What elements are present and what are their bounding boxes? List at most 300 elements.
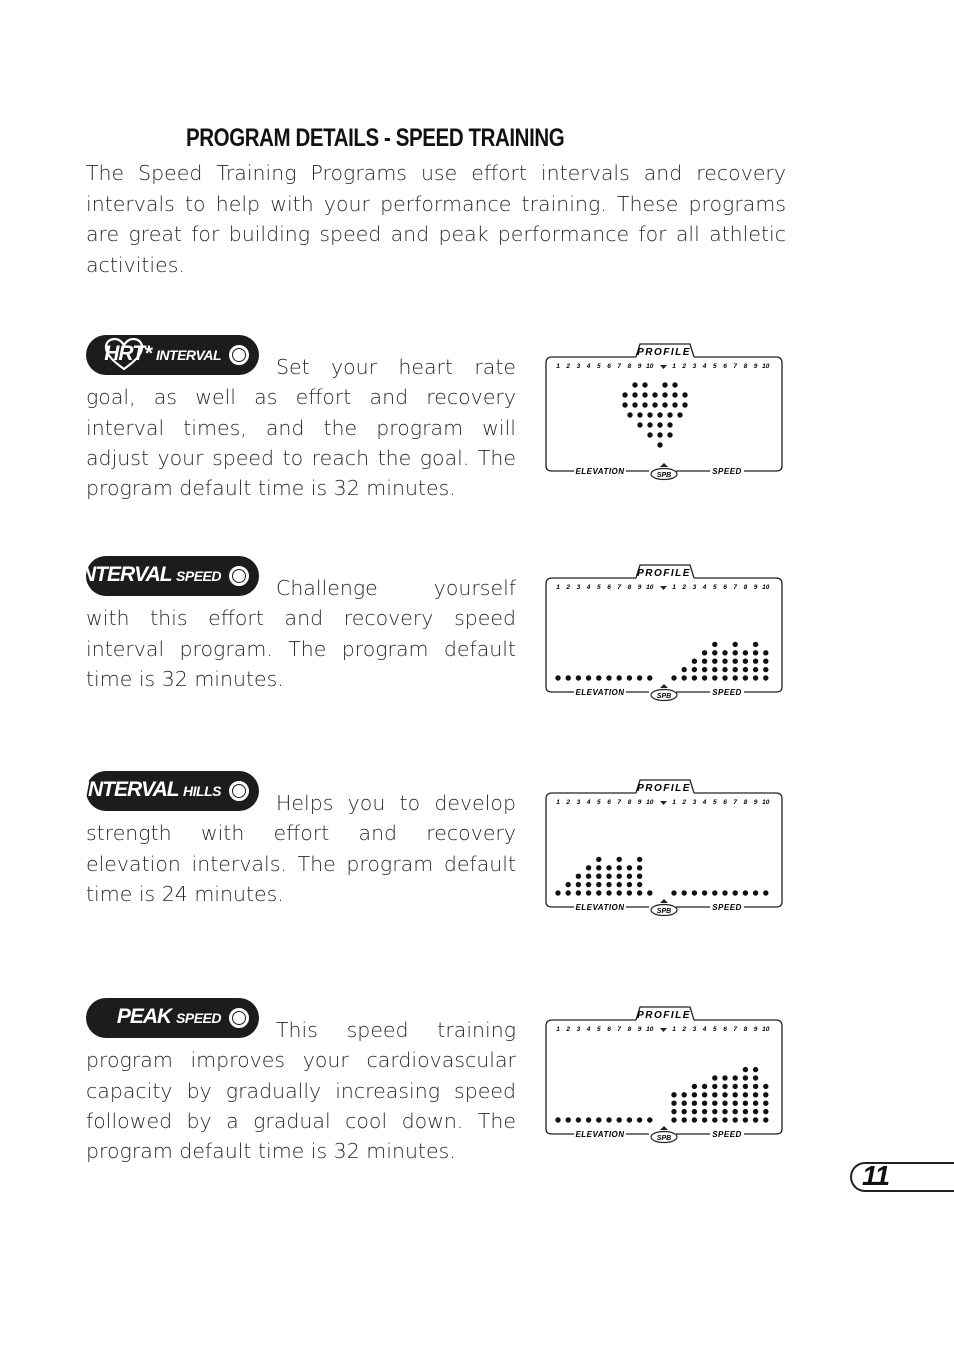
elevation-dot [617, 882, 622, 887]
speed-dot [692, 1117, 697, 1122]
scale-label-speed: 10 [762, 584, 770, 591]
speed-dot [702, 1092, 707, 1097]
speed-dot [702, 667, 707, 672]
scale-label-speed: 1 [672, 1026, 676, 1033]
scale-label-speed: 8 [743, 1026, 748, 1033]
scale-label-elevation: 2 [566, 799, 571, 806]
scale-label-elevation: 4 [586, 584, 591, 591]
speed-dot [763, 1109, 768, 1114]
heart-dot [662, 402, 667, 407]
speed-label: SPEED [712, 903, 742, 912]
speed-dot [753, 1092, 758, 1097]
speed-dot [733, 1117, 738, 1122]
scale-label-elevation: 1 [556, 584, 560, 591]
elevation-dot [596, 1117, 601, 1122]
scale-label-speed: 6 [723, 363, 727, 370]
heart-dot [667, 432, 672, 437]
speed-dot [692, 675, 697, 680]
divider-arrow-icon [660, 801, 667, 805]
speed-dot [671, 890, 676, 895]
heart-dot [662, 392, 667, 397]
elevation-dot [566, 882, 571, 887]
scale-label-speed: 4 [702, 799, 707, 806]
speed-dot [712, 1101, 717, 1106]
elevation-dot [586, 882, 591, 887]
speed-dot [671, 675, 676, 680]
elevation-dot [627, 865, 632, 870]
elevation-label: ELEVATION [575, 1130, 625, 1139]
heart-dot [647, 412, 652, 417]
elevation-label: ELEVATION [575, 903, 625, 912]
speed-dot [722, 1084, 727, 1089]
scale-label-elevation: 4 [586, 363, 591, 370]
heart-dot [652, 402, 657, 407]
speed-dot [702, 675, 707, 680]
speed-dot [712, 1075, 717, 1080]
speed-dot [712, 1092, 717, 1097]
scale-label-speed: 1 [672, 584, 676, 591]
program-description: Challenge yourself with this effort and recovery speed interval program. The program default time is 32 minutes. [86, 576, 516, 691]
heart-dot [652, 392, 657, 397]
speed-dot [722, 1109, 727, 1114]
scale-label-elevation: 9 [637, 363, 642, 370]
profile-label: PROFILE [637, 568, 691, 579]
speed-dot [682, 675, 687, 680]
badge-sub-label: SPEED [176, 1010, 221, 1026]
speed-dot [712, 650, 717, 655]
speed-dot [743, 1067, 748, 1072]
elevation-dot [596, 865, 601, 870]
scale-label-speed: 5 [712, 584, 717, 591]
badge-main-label: HRT* [104, 342, 152, 365]
elevation-dot [637, 890, 642, 895]
display-frame [546, 578, 782, 692]
scale-label-elevation: 6 [607, 1026, 611, 1033]
scale-label-elevation: 3 [576, 1026, 581, 1033]
speed-dot [763, 667, 768, 672]
speed-label: SPEED [712, 467, 742, 476]
speed-dot [743, 1109, 748, 1114]
spb-logo-text: SPB [656, 693, 672, 700]
scale-label-speed: 8 [743, 799, 748, 806]
speed-dot [712, 659, 717, 664]
heart-dot [632, 382, 637, 387]
scale-label-elevation: 10 [646, 1026, 654, 1033]
profile-label: PROFILE [637, 783, 691, 794]
scale-label-elevation: 10 [646, 584, 654, 591]
speed-dot [682, 1117, 687, 1122]
scale-label-speed: 2 [682, 363, 687, 370]
speed-dot [712, 890, 717, 895]
speed-dot [682, 890, 687, 895]
speed-dot [682, 1109, 687, 1114]
speed-dot [733, 642, 738, 647]
speed-dot [753, 1109, 758, 1114]
scale-label-elevation: 8 [627, 799, 632, 806]
speed-label: SPEED [712, 688, 742, 697]
speed-dot [733, 1101, 738, 1106]
heart-dot [682, 402, 687, 407]
heart-dot [657, 412, 662, 417]
scale-label-elevation: 4 [586, 1026, 591, 1033]
elevation-dot [566, 1117, 571, 1122]
elevation-dot [637, 675, 642, 680]
heart-dot [657, 442, 662, 447]
elevation-dot [576, 882, 581, 887]
page-heading: PROGRAM DETAILS - SPEED TRAINING [186, 124, 565, 152]
speed-dot [712, 1109, 717, 1114]
scale-label-speed: 4 [702, 363, 707, 370]
logo-arrow-icon [660, 684, 668, 688]
elevation-dot [617, 874, 622, 879]
spb-logo-text: SPB [656, 908, 672, 915]
speed-dot [763, 1117, 768, 1122]
scale-label-speed: 3 [692, 1026, 697, 1033]
scale-label-speed: 10 [762, 1026, 770, 1033]
scale-label-speed: 1 [672, 363, 676, 370]
scale-label-elevation: 2 [566, 363, 571, 370]
elevation-label: ELEVATION [575, 688, 625, 697]
speed-dot [712, 667, 717, 672]
scale-label-elevation: 5 [596, 799, 601, 806]
elevation-dot [566, 675, 571, 680]
speed-dot [753, 1067, 758, 1072]
heart-dot [677, 412, 682, 417]
scale-label-elevation: 6 [607, 363, 611, 370]
scale-label-speed: 10 [762, 363, 770, 370]
speed-dot [733, 1092, 738, 1097]
scale-label-elevation: 2 [566, 1026, 571, 1033]
speed-dot [763, 650, 768, 655]
scale-label-speed: 2 [682, 1026, 687, 1033]
scale-label-speed: 6 [723, 584, 727, 591]
elevation-dot [555, 890, 560, 895]
heart-dot [622, 402, 627, 407]
program-description: Set your heart rate goal, as well as effort and recovery interval times, and the program will adjust your speed to reach the goal. The program default time is 32 minutes. [86, 355, 516, 501]
spb-logo-text: SPB [656, 1135, 672, 1142]
elevation-dot [586, 675, 591, 680]
heart-dot [642, 392, 647, 397]
scale-label-speed: 7 [733, 363, 738, 370]
scale-label-speed: 9 [753, 363, 758, 370]
elevation-dot [627, 874, 632, 879]
speed-dot [763, 659, 768, 664]
scale-label-speed: 6 [723, 799, 727, 806]
speed-dot [753, 1117, 758, 1122]
speed-dot [712, 1084, 717, 1089]
display-frame [546, 793, 782, 907]
speed-dot [733, 675, 738, 680]
scale-label-speed: 7 [733, 1026, 738, 1033]
elevation-dot [576, 890, 581, 895]
speed-dot [743, 659, 748, 664]
scale-label-elevation: 1 [556, 1026, 560, 1033]
heart-dot [682, 392, 687, 397]
elevation-dot [606, 1117, 611, 1122]
speed-dot [722, 659, 727, 664]
speed-dot [712, 675, 717, 680]
speed-dot [702, 650, 707, 655]
speed-dot [733, 890, 738, 895]
speed-dot [743, 1117, 748, 1122]
speed-dot [733, 659, 738, 664]
elevation-dot [647, 1117, 652, 1122]
heart-dot [672, 392, 677, 397]
elevation-dot [586, 890, 591, 895]
speed-dot [733, 650, 738, 655]
speed-dot [763, 1084, 768, 1089]
speed-dot [753, 642, 758, 647]
speed-dot [743, 1084, 748, 1089]
scale-label-elevation: 5 [596, 1026, 601, 1033]
heart-dot [672, 382, 677, 387]
scale-label-elevation: 8 [627, 1026, 632, 1033]
profile-label: PROFILE [637, 1010, 691, 1021]
heart-dot [667, 422, 672, 427]
scale-label-elevation: 10 [646, 363, 654, 370]
elevation-dot [627, 890, 632, 895]
scale-label-speed: 3 [692, 584, 697, 591]
scale-label-speed: 5 [712, 1026, 717, 1033]
heart-dot [662, 382, 667, 387]
speed-dot [682, 1092, 687, 1097]
elevation-dot [596, 890, 601, 895]
scale-label-elevation: 1 [556, 799, 560, 806]
speed-dot [753, 659, 758, 664]
scale-label-speed: 2 [682, 799, 687, 806]
speed-dot [763, 1092, 768, 1097]
elevation-dot [627, 1117, 632, 1122]
scale-label-speed: 4 [702, 1026, 707, 1033]
profile-display [544, 340, 784, 485]
speed-dot [702, 1109, 707, 1114]
speed-label: SPEED [712, 1130, 742, 1139]
elevation-dot [647, 890, 652, 895]
speed-dot [722, 1092, 727, 1097]
elevation-dot [617, 890, 622, 895]
badge-main-label: INTERVAL [83, 778, 179, 801]
scale-label-elevation: 7 [617, 1026, 622, 1033]
speed-dot [722, 675, 727, 680]
scale-label-speed: 9 [753, 1026, 758, 1033]
heart-dot [637, 422, 642, 427]
elevation-dot [617, 857, 622, 862]
speed-dot [763, 890, 768, 895]
speed-dot [743, 1101, 748, 1106]
elevation-dot [637, 865, 642, 870]
scale-label-speed: 3 [692, 799, 697, 806]
heart-dot [642, 402, 647, 407]
scale-label-elevation: 10 [646, 799, 654, 806]
scale-label-elevation: 1 [556, 363, 560, 370]
elevation-dot [606, 874, 611, 879]
heart-dot [627, 412, 632, 417]
speed-dot [733, 1084, 738, 1089]
scale-label-elevation: 3 [576, 584, 581, 591]
speed-dot [722, 1075, 727, 1080]
speed-dot [702, 890, 707, 895]
speed-dot [692, 1109, 697, 1114]
heart-dot [637, 412, 642, 417]
speed-dot [692, 1092, 697, 1097]
speed-dot [692, 659, 697, 664]
spb-logo-text: SPB [656, 472, 672, 479]
elevation-dot [647, 675, 652, 680]
heart-dot [632, 402, 637, 407]
elevation-dot [596, 857, 601, 862]
scale-label-elevation: 9 [637, 799, 642, 806]
scale-label-elevation: 3 [576, 799, 581, 806]
heart-dot [632, 392, 637, 397]
speed-dot [743, 667, 748, 672]
scale-label-speed: 8 [743, 363, 748, 370]
scale-label-elevation: 2 [566, 584, 571, 591]
elevation-dot [566, 890, 571, 895]
elevation-dot [637, 1117, 642, 1122]
divider-arrow-icon [660, 586, 667, 590]
scale-label-elevation: 3 [576, 363, 581, 370]
speed-dot [712, 1117, 717, 1122]
elevation-dot [606, 890, 611, 895]
speed-dot [743, 675, 748, 680]
elevation-dot [617, 675, 622, 680]
speed-dot [671, 1117, 676, 1122]
elevation-dot [596, 874, 601, 879]
program-description: This speed training program improves your cardiovascular capacity by gradually increasing speed followed by a gradual cool down. The program default time is 32 minutes. [86, 1018, 516, 1164]
scale-label-speed: 8 [743, 584, 748, 591]
speed-dot [722, 1101, 727, 1106]
speed-dot [692, 890, 697, 895]
elevation-dot [627, 675, 632, 680]
speed-dot [753, 667, 758, 672]
speed-dot [763, 1101, 768, 1106]
scale-label-elevation: 9 [637, 1026, 642, 1033]
heart-dot [622, 392, 627, 397]
scale-label-speed: 7 [733, 584, 738, 591]
speed-dot [753, 650, 758, 655]
speed-dot [671, 1101, 676, 1106]
badge-main-label: INTERVAL [76, 563, 172, 586]
program-description: Helps you to develop strength with effort and recovery elevation intervals. The program default time is 24 minutes. [86, 791, 516, 906]
elevation-dot [555, 675, 560, 680]
elevation-dot [606, 865, 611, 870]
profile-display [544, 561, 784, 706]
speed-dot [692, 667, 697, 672]
scale-label-elevation: 6 [607, 584, 611, 591]
scale-label-elevation: 5 [596, 584, 601, 591]
speed-dot [702, 659, 707, 664]
badge-main-label: PEAK [116, 1005, 172, 1028]
scale-label-elevation: 5 [596, 363, 601, 370]
badge-sub-label: SPEED [176, 568, 221, 584]
profile-display [544, 776, 784, 921]
elevation-dot [596, 675, 601, 680]
elevation-dot [576, 675, 581, 680]
scale-label-elevation: 9 [637, 584, 642, 591]
speed-dot [722, 890, 727, 895]
scale-label-elevation: 8 [627, 584, 632, 591]
scale-label-speed: 4 [702, 584, 707, 591]
elevation-dot [606, 675, 611, 680]
elevation-dot [596, 882, 601, 887]
elevation-dot [627, 882, 632, 887]
badge-sub-label: INTERVAL [156, 347, 221, 363]
scale-label-elevation: 7 [617, 799, 622, 806]
elevation-dot [576, 874, 581, 879]
scale-label-speed: 7 [733, 799, 738, 806]
elevation-dot [617, 865, 622, 870]
heart-dot [657, 422, 662, 427]
scale-label-speed: 1 [672, 799, 676, 806]
speed-dot [753, 890, 758, 895]
speed-dot [671, 1109, 676, 1114]
speed-dot [733, 1109, 738, 1114]
elevation-dot [637, 874, 642, 879]
scale-label-speed: 6 [723, 1026, 727, 1033]
speed-dot [722, 667, 727, 672]
speed-dot [753, 675, 758, 680]
speed-dot [682, 667, 687, 672]
speed-dot [733, 667, 738, 672]
logo-arrow-icon [660, 899, 668, 903]
scale-label-elevation: 7 [617, 363, 622, 370]
speed-dot [702, 1101, 707, 1106]
speed-dot [722, 650, 727, 655]
heart-dot [667, 412, 672, 417]
scale-label-speed: 5 [712, 799, 717, 806]
profile-label: PROFILE [637, 347, 691, 358]
speed-dot [743, 650, 748, 655]
divider-arrow-icon [660, 365, 667, 369]
scale-label-speed: 2 [682, 584, 687, 591]
scale-label-speed: 9 [753, 799, 758, 806]
heart-dot [647, 422, 652, 427]
speed-dot [682, 1101, 687, 1106]
heart-dot [672, 402, 677, 407]
elevation-dot [606, 882, 611, 887]
logo-arrow-icon [660, 1126, 668, 1130]
scale-label-elevation: 8 [627, 363, 632, 370]
heart-dot [642, 382, 647, 387]
heart-dot [657, 432, 662, 437]
speed-dot [753, 1101, 758, 1106]
speed-dot [743, 1092, 748, 1097]
scale-label-speed: 5 [712, 363, 717, 370]
speed-dot [712, 642, 717, 647]
speed-dot [753, 1084, 758, 1089]
speed-dot [692, 1101, 697, 1106]
profile-display [544, 1003, 784, 1148]
scale-label-elevation: 7 [617, 584, 622, 591]
logo-arrow-icon [660, 463, 668, 467]
elevation-dot [637, 882, 642, 887]
speed-dot [722, 1117, 727, 1122]
speed-dot [743, 890, 748, 895]
speed-dot [753, 1075, 758, 1080]
scale-label-elevation: 4 [586, 799, 591, 806]
scale-label-elevation: 6 [607, 799, 611, 806]
elevation-label: ELEVATION [575, 467, 625, 476]
speed-dot [733, 1075, 738, 1080]
speed-dot [743, 1075, 748, 1080]
scale-label-speed: 3 [692, 363, 697, 370]
display-frame [546, 357, 782, 471]
elevation-dot [586, 865, 591, 870]
badge-sub-label: HILLS [183, 783, 221, 799]
page-number: 11 [862, 1160, 890, 1191]
elevation-dot [555, 1117, 560, 1122]
elevation-dot [586, 1117, 591, 1122]
